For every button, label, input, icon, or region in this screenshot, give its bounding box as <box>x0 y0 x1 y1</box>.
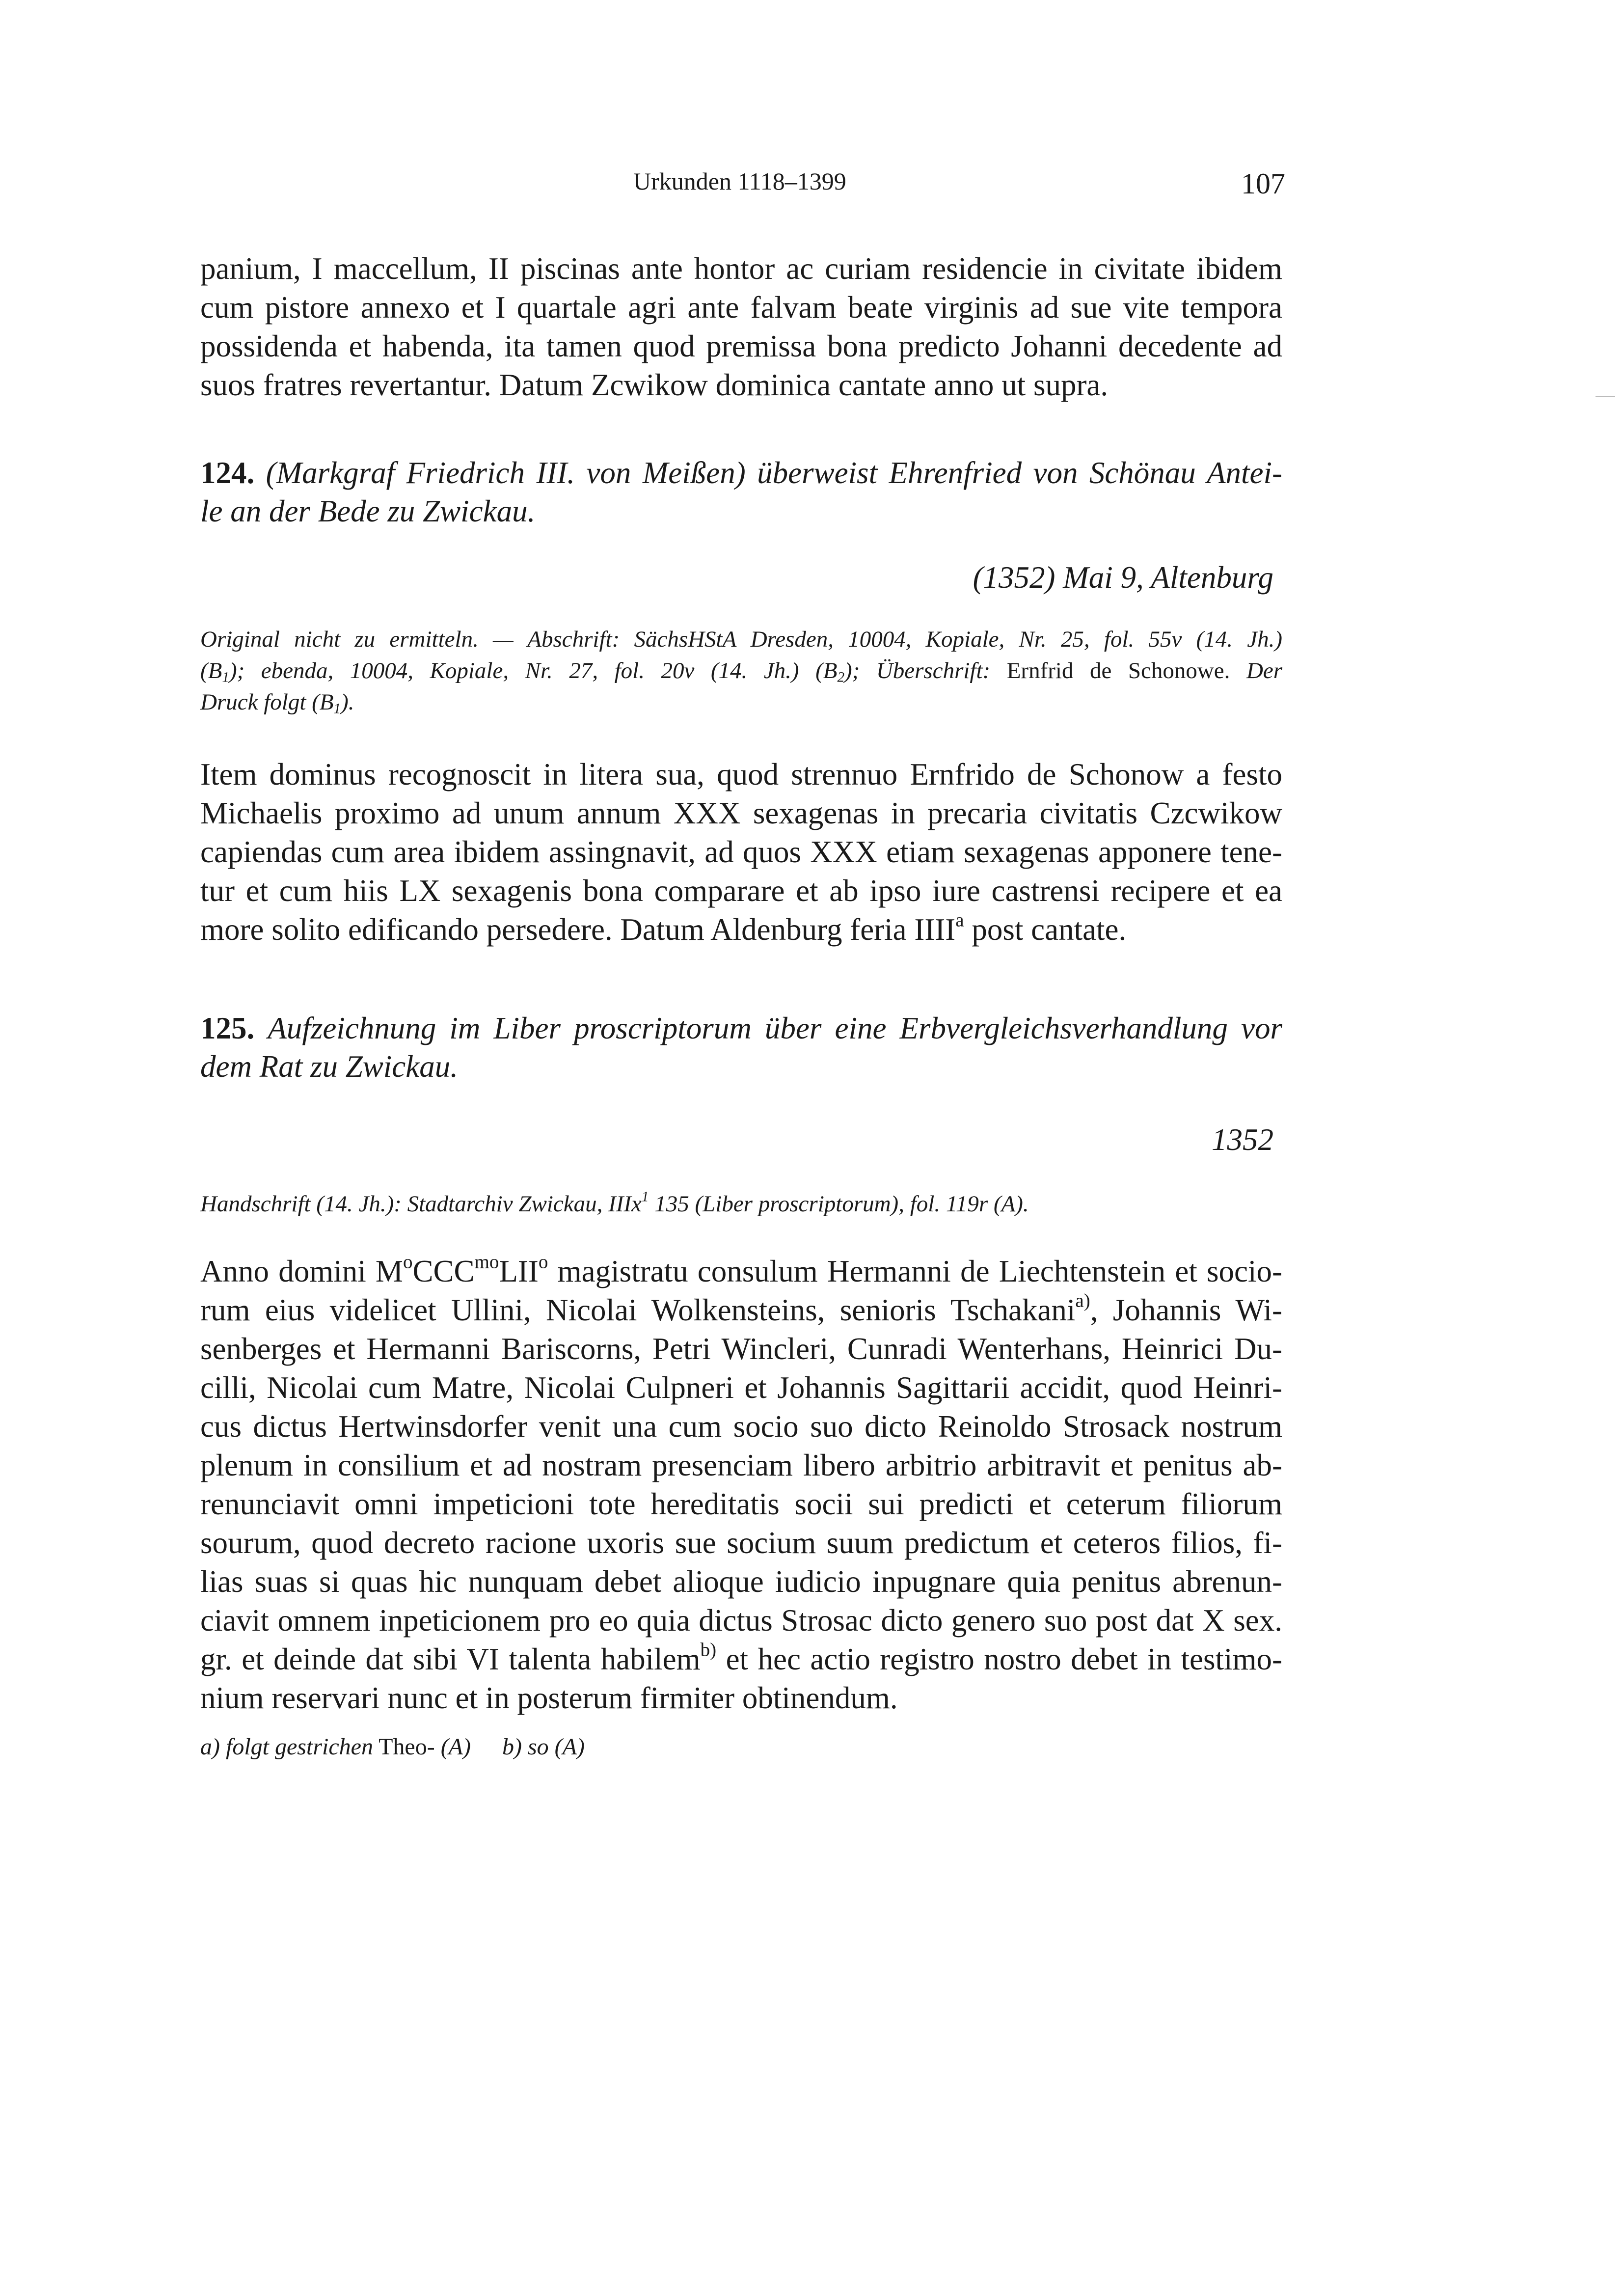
text-line: suos fratres revertantur. Datum Zcwikow dominica cantate anno ut supra. <box>200 368 1109 402</box>
text-line: renunciavit omni impeticioni tote hereditatis socii sui predicti et ceterum filiorum <box>200 1487 1282 1521</box>
text-line: Item dominus recognoscit in litera sua, quod strennuo Ernfrido de Schonow a festo <box>200 757 1282 792</box>
text-line: ciavit omnem inpeticionem pro eo quia dictus Strosac dicto genero suo post dat X sex. <box>200 1603 1282 1638</box>
note-line: Original nicht zu ermitteln. — Abschrift: SächsHStA Dresden, 10004, Kopiale, Nr. 25, fol. 55v (14. Jh.) <box>200 627 1282 652</box>
entry-number: 125. <box>200 1011 255 1045</box>
footnote-source: (A) <box>440 1734 471 1760</box>
text-line: tur et cum hiis LX sexagenis bona comparare et ab ipso iure castrensi recipere et ea <box>200 874 1282 908</box>
text-line: gr. et deinde dat sibi VI talenta habilem$^{b)}$ et hec actio registro nostro debet in testimo- <box>200 1639 1283 1676</box>
entry-124-source-note: Original nicht zu ermitteln. — Abschrift: SächsHStA Dresden, 10004, Kopiale, Nr. 25, fol. 55v (14. Jh.) $(B_1)$; ebenda, 10004, Kopiale, Nr. 27, fol. 20v (14. Jh.) $(B_2)$; Überschrift: Ernfrid de Schonowe. Der Druck folgt $(B_1)$. <box>200 624 1282 718</box>
entry-125-text <box>200 1252 1282 1718</box>
entry-125-source-note: Handschrift (14. Jh.): Stadtarchiv Zwickau, IIIx$^1$ 135 (Liber proscriptorum), fol. 119r (A). <box>200 1189 1029 1217</box>
running-head: Urkunden 1118–1399 <box>633 167 846 195</box>
text-line: capiendas cum area ibidem assingnavit, ad quos XXX etiam sexagenas apponere tene- <box>200 835 1282 869</box>
entry-number: 124. <box>200 456 255 490</box>
page-number: 107 <box>1241 167 1285 200</box>
text-line: cus dictus Hertwinsdorfer venit una cum socio suo dicto Reinoldo Strosack nostrum <box>200 1409 1282 1444</box>
entry-title-text: le an der Bede zu Zwickau. <box>200 494 536 528</box>
text-line: more solito edificando persedere. Datum Aldenburg feria IIII$^a$ post cantate. <box>200 909 1127 947</box>
text-line: possidenda et habenda, ita tamen quod premissa bona predicto Johanni decedente ad <box>200 329 1282 363</box>
text-line: nium reservari nunc et in posterum firmiter obtinendum. <box>200 1681 898 1715</box>
text-line: cum pistore annexo et I quartale agri ante falvam beate virginis ad sue vite tempora <box>200 290 1282 325</box>
text-line: rum eius videlicet Ullini, Nicolai Wolkensteins, senioris Tschakani$^{a)}$, Johannis Wi- <box>200 1290 1282 1327</box>
entry-title-text: (Markgraf Friedrich III. von Meißen) überweist Ehrenfried von Schönau Antei- <box>266 456 1283 490</box>
text-line: sourum, quod decreto racione uxoris sue socium suum predictum et ceteros filios, fi- <box>200 1526 1282 1560</box>
continuation-paragraph <box>200 249 1282 405</box>
text-line: Michaelis proximo ad unum annum XXX sexagenas in precaria civitatis Czcwikow <box>200 796 1282 830</box>
footnote-label: a) folgt gestrichen <box>200 1734 373 1760</box>
footnote-text: Theo- <box>379 1734 435 1760</box>
margin-mark <box>1596 396 1615 397</box>
entry-124-title <box>200 454 1282 530</box>
entry-124-text <box>200 755 1282 949</box>
entry-125-date: 1352 <box>1212 1122 1273 1157</box>
entry-title-text: dem Rat zu Zwickau. <box>200 1049 458 1084</box>
entry-124-date: (1352) Mai 9, Altenburg <box>973 560 1273 595</box>
entry-125-title <box>200 1009 1282 1086</box>
text-line: plenum in consilium et ad nostram presenciam libero arbitrio arbitravit et penitus ab- <box>200 1448 1282 1482</box>
text-line: cilli, Nicolai cum Matre, Nicolai Culpneri et Johannis Sagittarii accidit, quod Heinri- <box>200 1370 1282 1405</box>
footnote-label: b) so <box>502 1734 549 1760</box>
text-line: Anno domini $M^oCCC^{mo}LII^o$ magistratu consulum Hermanni de Liechtenstein et socio- <box>200 1251 1282 1288</box>
text-line: lias suas si quas hic nunquam debet alioque iudicio inpugnare quia penitus abrenun- <box>200 1564 1282 1599</box>
entry-title-text: Aufzeichnung im Liber proscriptorum über eine Erbvergleichsverhandlung vor <box>268 1011 1282 1045</box>
text-line: panium, I maccellum, II piscinas ante hontor ac curiam residencie in civitate ibidem <box>200 251 1282 286</box>
text-line: senberges et Hermanni Bariscorns, Petri Wincleri, Cunradi Wenterhans, Heinrici Du- <box>200 1332 1282 1366</box>
footnotes <box>200 1733 585 1760</box>
footnote-source: (A) <box>554 1734 585 1760</box>
